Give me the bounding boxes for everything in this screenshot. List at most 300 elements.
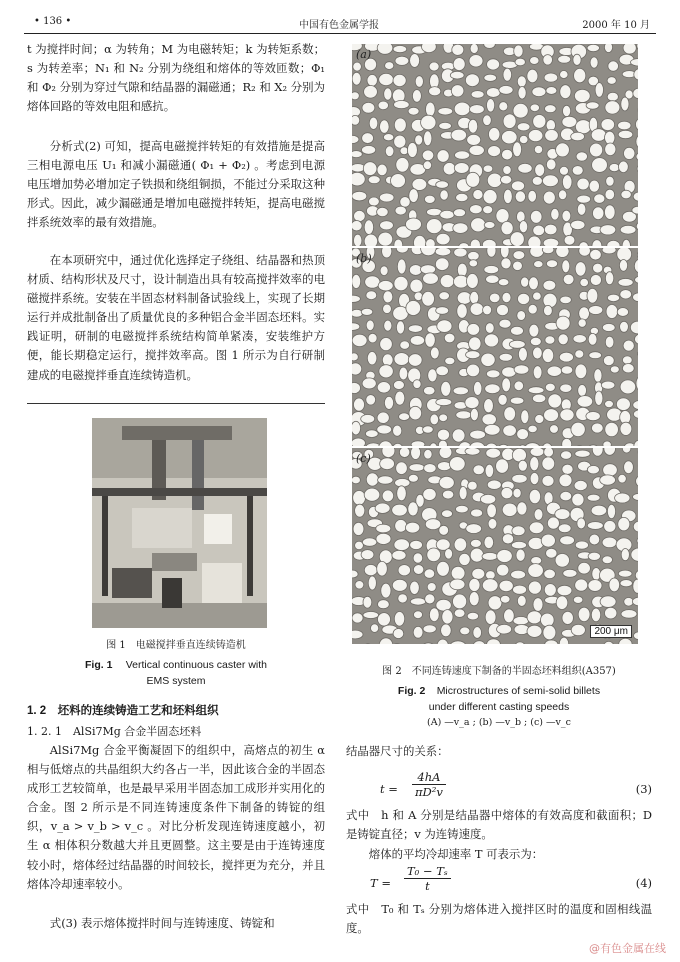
- alpha-grain: [511, 181, 524, 191]
- alpha-grain: [543, 55, 553, 65]
- alpha-grain: [497, 550, 513, 563]
- alpha-grain: [590, 275, 601, 286]
- alpha-grain: [426, 239, 436, 246]
- alpha-grain: [396, 321, 404, 334]
- alpha-grain: [501, 248, 510, 258]
- alpha-grain: [413, 565, 423, 575]
- micrograph-a-texture: [352, 44, 638, 246]
- alpha-grain: [465, 397, 479, 409]
- alpha-grain: [496, 209, 509, 223]
- alpha-grain: [517, 123, 530, 131]
- alpha-grain: [367, 352, 377, 365]
- alpha-grain: [529, 277, 539, 290]
- alpha-grain: [574, 68, 586, 82]
- alpha-grain: [586, 412, 600, 421]
- alpha-grain: [453, 594, 467, 609]
- alpha-grain: [517, 429, 529, 440]
- alpha-grain: [560, 491, 572, 500]
- alpha-grain: [394, 353, 409, 366]
- alpha-grain: [502, 378, 511, 392]
- alpha-grain: [563, 105, 571, 116]
- alpha-grain: [423, 488, 436, 500]
- alpha-grain: [352, 383, 361, 394]
- alpha-grain: [517, 502, 527, 515]
- alpha-grain: [544, 569, 556, 579]
- alpha-grain: [577, 396, 593, 408]
- alpha-grain: [517, 595, 526, 606]
- alpha-grain: [394, 539, 410, 551]
- alpha-grain: [545, 130, 559, 142]
- alpha-grain: [514, 45, 523, 57]
- alpha-grain: [618, 517, 630, 530]
- alpha-grain: [588, 580, 602, 592]
- alpha-grain: [561, 451, 572, 459]
- alpha-grain: [365, 276, 380, 288]
- alpha-grain: [441, 381, 451, 396]
- alpha-grain: [362, 133, 374, 144]
- alpha-grain: [530, 210, 542, 223]
- alpha-grain: [588, 552, 600, 560]
- alpha-grain: [363, 596, 372, 608]
- alpha-grain: [589, 306, 603, 315]
- equation-4-denominator: t: [425, 879, 430, 893]
- alpha-grain: [424, 569, 435, 578]
- alpha-grain: [594, 194, 605, 203]
- equation-3: [380, 770, 652, 810]
- alpha-grain: [603, 441, 611, 446]
- alpha-grain: [486, 448, 501, 458]
- alpha-grain: [575, 350, 584, 358]
- alpha-grain: [436, 599, 451, 611]
- alpha-grain: [382, 448, 395, 458]
- alpha-grain: [394, 239, 403, 246]
- alpha-grain: [510, 397, 524, 404]
- alpha-grain: [437, 320, 452, 333]
- alpha-grain: [575, 579, 588, 591]
- alpha-grain: [513, 142, 522, 157]
- alpha-grain: [422, 150, 434, 161]
- journal-title: 中国有色金属学报: [299, 20, 379, 31]
- alpha-grain: [587, 494, 600, 501]
- alpha-grain: [445, 357, 455, 364]
- alpha-grain: [453, 223, 468, 234]
- alpha-grain: [353, 491, 366, 506]
- alpha-grain: [593, 263, 603, 273]
- alpha-grain: [485, 384, 500, 394]
- alpha-grain: [362, 102, 375, 113]
- alpha-grain: [577, 518, 586, 529]
- alpha-grain: [352, 172, 365, 186]
- alpha-grain: [455, 151, 470, 159]
- alpha-grain: [556, 143, 570, 157]
- alpha-grain: [409, 464, 424, 472]
- alpha-grain: [574, 480, 587, 490]
- alpha-grain: [422, 291, 435, 306]
- figure-1-caption-cn: 图 1 电磁搅拌垂直连续铸造机: [106, 640, 246, 651]
- alpha-grain: [487, 59, 500, 70]
- alpha-grain: [518, 460, 527, 471]
- alpha-grain: [425, 333, 435, 347]
- alpha-grain: [394, 101, 410, 109]
- alpha-grain: [511, 541, 526, 548]
- alpha-grain: [622, 356, 632, 364]
- alpha-grain: [427, 548, 441, 562]
- alpha-grain: [618, 279, 633, 287]
- alpha-grain: [354, 210, 366, 221]
- alpha-grain: [439, 476, 454, 489]
- alpha-grain: [551, 208, 559, 220]
- alpha-grain: [414, 611, 423, 619]
- alpha-grain: [365, 430, 378, 438]
- figure-2-label-en: Fig. 2: [397, 685, 426, 697]
- alpha-grain: [617, 308, 628, 317]
- alpha-grain: [406, 301, 421, 316]
- alpha-grain: [577, 203, 586, 215]
- alpha-grain: [465, 448, 480, 455]
- alpha-grain: [502, 131, 518, 144]
- alpha-grain: [352, 151, 362, 158]
- alpha-grain: [502, 292, 511, 302]
- paragraph-eq3-definitions: 式中 h 和 A 分别是结晶器中熔体的有效高度和截面积；D 是铸锭直径；v 为连铸速度。: [346, 808, 652, 842]
- alpha-grain: [562, 260, 570, 273]
- alpha-grain: [530, 104, 539, 112]
- alpha-grain: [544, 584, 556, 597]
- alpha-grain: [352, 570, 358, 578]
- alpha-grain: [575, 262, 586, 276]
- watermark: @有色金属在线: [589, 942, 666, 955]
- alpha-grain: [482, 414, 496, 425]
- header-rule: [24, 33, 656, 34]
- alpha-grain: [473, 190, 483, 200]
- alpha-grain: [562, 464, 573, 474]
- alpha-grain: [542, 175, 558, 187]
- alpha-grain: [602, 248, 616, 254]
- alpha-grain: [602, 556, 612, 564]
- alpha-grain: [487, 99, 495, 112]
- alpha-grain: [513, 261, 523, 270]
- alpha-grain: [504, 609, 515, 623]
- alpha-grain: [546, 548, 557, 558]
- alpha-grain: [560, 536, 575, 545]
- alpha-grain: [486, 88, 500, 98]
- figure-1-caption-en-line2: EMS system: [146, 675, 206, 687]
- alpha-grain: [543, 191, 555, 204]
- alpha-grain: [487, 480, 501, 489]
- panel-label-b: (b): [356, 252, 372, 265]
- alpha-grain: [609, 164, 619, 172]
- alpha-grain: [622, 364, 634, 373]
- alpha-grain: [485, 323, 494, 334]
- alpha-grain: [483, 305, 492, 315]
- alpha-grain: [488, 519, 497, 530]
- section-heading: 1. 2 坯料的连续铸造工艺和坯料组织: [27, 705, 219, 717]
- alpha-grain: [513, 585, 527, 594]
- alpha-grain: [578, 385, 587, 397]
- alpha-grain: [422, 44, 437, 53]
- alpha-grain: [425, 519, 441, 530]
- alpha-grain: [605, 101, 620, 114]
- alpha-grain: [355, 504, 365, 517]
- alpha-grain: [560, 384, 572, 392]
- caster-illustration: [92, 418, 267, 628]
- alpha-grain: [559, 352, 573, 362]
- alpha-grain: [368, 576, 376, 590]
- alpha-grain: [533, 292, 542, 300]
- alpha-grain: [575, 450, 590, 457]
- column-rule: [27, 403, 325, 404]
- alpha-grain: [521, 277, 529, 287]
- alpha-grain: [383, 134, 393, 141]
- alpha-grain: [528, 581, 541, 594]
- alpha-grain: [482, 579, 498, 592]
- alpha-grain: [394, 118, 406, 132]
- alpha-grain: [385, 146, 394, 157]
- alpha-grain: [610, 366, 619, 373]
- alpha-grain: [530, 448, 544, 456]
- alpha-grain: [513, 251, 525, 260]
- alpha-grain: [562, 116, 577, 127]
- alpha-grain: [607, 92, 618, 101]
- alpha-grain: [410, 279, 423, 293]
- alpha-grain: [562, 438, 572, 446]
- alpha-grain: [352, 476, 360, 484]
- alpha-grain: [352, 115, 360, 125]
- alpha-grain: [377, 164, 387, 176]
- alpha-grain: [529, 324, 539, 337]
- alpha-grain: [574, 89, 590, 102]
- alpha-grain: [352, 274, 361, 288]
- alpha-grain: [483, 165, 493, 172]
- alpha-grain: [435, 258, 449, 271]
- equation-4: [370, 864, 652, 904]
- alpha-grain: [605, 272, 613, 285]
- alpha-grain: [514, 381, 524, 391]
- alpha-grain: [366, 395, 376, 405]
- alpha-grain: [423, 426, 434, 433]
- alpha-grain: [545, 383, 555, 391]
- alpha-grain: [363, 162, 377, 176]
- alpha-grain: [550, 425, 559, 434]
- alpha-grain: [541, 613, 555, 627]
- alpha-grain: [384, 320, 392, 331]
- alpha-grain: [591, 129, 606, 142]
- alpha-grain: [427, 583, 436, 592]
- alpha-grain: [397, 259, 406, 274]
- alpha-grain: [528, 564, 544, 578]
- alpha-grain: [456, 193, 468, 201]
- alpha-grain: [528, 236, 541, 246]
- alpha-grain: [424, 195, 435, 203]
- alpha-grain: [624, 147, 635, 159]
- alpha-grain: [527, 611, 542, 624]
- alpha-grain: [533, 366, 542, 379]
- alpha-grain: [393, 74, 406, 86]
- alpha-grain: [532, 177, 542, 186]
- alpha-grain: [378, 476, 393, 484]
- alpha-grain: [377, 44, 393, 54]
- alpha-grain: [450, 71, 464, 79]
- alpha-grain: [534, 261, 543, 268]
- alpha-grain: [591, 505, 607, 516]
- alpha-grain: [393, 629, 404, 639]
- alpha-grain: [527, 69, 538, 83]
- alpha-grain: [487, 173, 502, 187]
- alpha-grain: [409, 406, 422, 420]
- alpha-grain: [469, 337, 481, 351]
- alpha-grain: [488, 596, 502, 610]
- alpha-grain: [547, 517, 559, 529]
- alpha-grain: [445, 549, 453, 559]
- alpha-grain: [620, 580, 632, 587]
- alpha-grain: [396, 158, 409, 173]
- alpha-grain: [380, 458, 395, 470]
- alpha-grain: [530, 57, 539, 65]
- alpha-grain: [518, 163, 532, 173]
- alpha-grain: [474, 381, 482, 395]
- alpha-grain: [556, 248, 569, 257]
- alpha-grain: [442, 490, 453, 499]
- figure-2-caption-cn: 图 2 不同连铸速度下制备的半固态坯料组织(A357): [382, 666, 616, 677]
- equation-4-numerator: T₀ − Tₛ: [404, 864, 451, 879]
- alpha-grain: [502, 534, 513, 544]
- alpha-grain: [607, 77, 616, 85]
- alpha-grain: [385, 62, 394, 70]
- alpha-grain: [563, 274, 574, 284]
- alpha-grain: [546, 120, 555, 131]
- alpha-grain: [605, 400, 614, 407]
- alpha-grain: [410, 598, 426, 605]
- alpha-grain: [556, 316, 570, 330]
- alpha-grain: [471, 91, 484, 99]
- issue-date: 2000 年 10 月: [582, 20, 650, 31]
- alpha-grain: [499, 580, 513, 591]
- alpha-grain: [483, 206, 493, 214]
- paragraph-eq3-intro: 式(3) 表示熔体搅拌时间与连铸速度、铸锭和: [49, 916, 275, 930]
- alpha-grain: [352, 613, 363, 623]
- alpha-grain: [545, 105, 557, 113]
- alpha-grain: [501, 487, 513, 498]
- alpha-grain: [500, 595, 510, 603]
- alpha-grain: [571, 624, 585, 635]
- alpha-grain: [516, 549, 525, 561]
- alpha-grain: [353, 62, 362, 71]
- alpha-grain: [578, 319, 586, 327]
- alpha-grain: [528, 190, 537, 202]
- alpha-grain: [620, 290, 632, 299]
- alpha-grain: [395, 520, 407, 533]
- alpha-grain: [392, 504, 408, 516]
- alpha-grain: [620, 225, 636, 234]
- alpha-grain: [406, 218, 422, 231]
- alpha-grain: [362, 378, 376, 389]
- alpha-grain: [366, 473, 378, 486]
- alpha-grain: [382, 354, 393, 366]
- alpha-grain: [573, 596, 583, 603]
- alpha-grain: [502, 149, 513, 160]
- alpha-grain: [439, 414, 448, 422]
- alpha-grain: [485, 610, 496, 625]
- alpha-grain: [602, 537, 617, 548]
- alpha-grain: [394, 276, 408, 290]
- alpha-grain: [409, 189, 419, 203]
- alpha-grain: [542, 248, 554, 254]
- alpha-grain: [366, 291, 377, 300]
- alpha-grain: [459, 553, 470, 565]
- alpha-grain: [498, 279, 509, 286]
- alpha-grain: [451, 85, 464, 97]
- alpha-grain: [452, 429, 465, 442]
- alpha-grain: [364, 220, 373, 235]
- alpha-grain: [512, 474, 527, 483]
- alpha-grain: [379, 193, 394, 202]
- alpha-grain: [578, 607, 590, 621]
- figure-2-caption-en-line2: under different casting speeds: [428, 701, 570, 713]
- alpha-grain: [575, 541, 588, 549]
- alpha-grain: [467, 364, 480, 377]
- alpha-grain: [355, 581, 364, 589]
- equation-3-denominator: πD²v: [415, 785, 443, 799]
- alpha-grain: [415, 76, 423, 88]
- alpha-grain: [530, 473, 539, 485]
- alpha-grain: [440, 190, 448, 200]
- alpha-grain: [397, 486, 407, 501]
- alpha-grain: [468, 481, 478, 490]
- alpha-grain: [579, 307, 590, 320]
- alpha-grain: [558, 55, 571, 63]
- alpha-grain: [544, 448, 554, 457]
- alpha-grain: [408, 474, 418, 482]
- alpha-grain: [564, 235, 575, 245]
- alpha-grain: [484, 74, 497, 81]
- alpha-grain: [534, 509, 543, 521]
- alpha-grain: [533, 598, 543, 612]
- micrograph-b: [352, 248, 638, 446]
- alpha-grain: [513, 488, 521, 498]
- alpha-grain: [503, 114, 516, 129]
- alpha-grain: [470, 44, 478, 54]
- alpha-grain: [439, 292, 450, 300]
- alpha-grain: [442, 610, 453, 624]
- alpha-grain: [544, 409, 559, 422]
- alpha-grain: [472, 568, 485, 579]
- alpha-grain: [393, 425, 402, 436]
- alpha-grain: [483, 115, 492, 126]
- alpha-grain: [378, 281, 393, 291]
- alpha-grain: [542, 348, 553, 362]
- alpha-grain: [535, 415, 544, 424]
- alpha-grain: [429, 608, 439, 622]
- alpha-grain: [380, 266, 388, 276]
- alpha-grain: [499, 86, 513, 95]
- alpha-grain: [394, 612, 404, 627]
- alpha-grain: [352, 309, 363, 317]
- alpha-grain: [534, 145, 542, 153]
- alpha-grain: [457, 263, 467, 277]
- alpha-grain: [483, 190, 497, 204]
- alpha-grain: [561, 366, 573, 374]
- alpha-grain: [411, 448, 421, 459]
- paragraph-cooling: 熔体的平均冷却速率 T 可表示为：: [368, 847, 544, 861]
- alpha-grain: [604, 521, 616, 533]
- equation-4-number: (4): [635, 876, 652, 890]
- micrograph-c: [352, 448, 638, 644]
- alpha-grain: [452, 44, 464, 55]
- alpha-grain: [361, 308, 373, 315]
- alpha-grain: [438, 440, 447, 446]
- alpha-grain: [587, 288, 598, 303]
- alpha-grain: [619, 260, 627, 272]
- alpha-grain: [542, 457, 555, 470]
